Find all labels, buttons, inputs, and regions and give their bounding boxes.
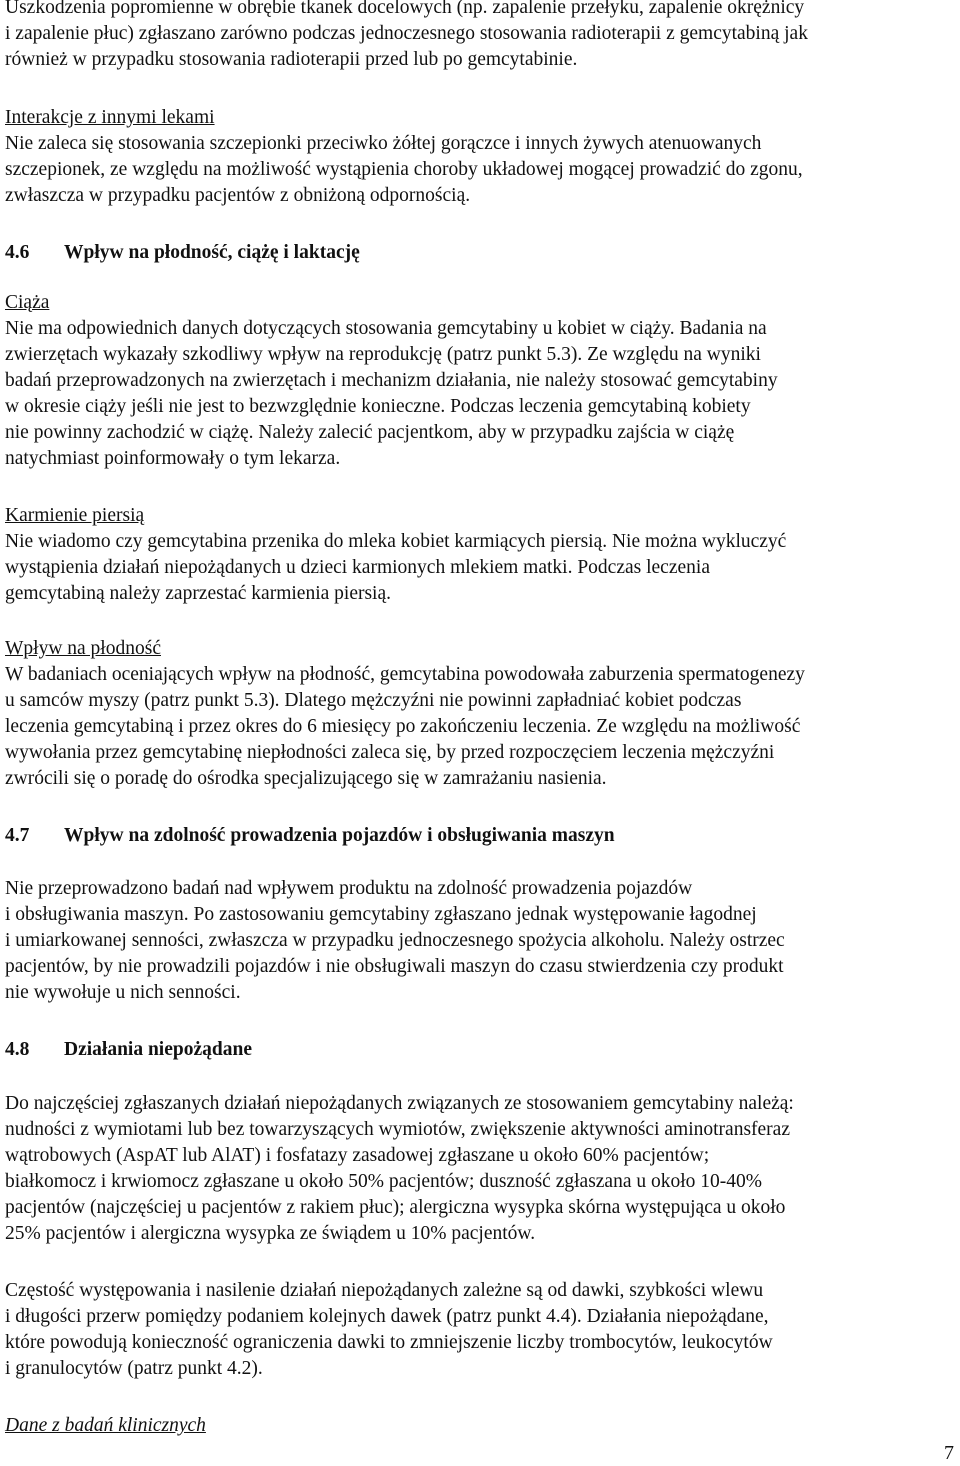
adverse-p1-line-2: nudności z wymiotami lub bez towarzyszących wymiotów, zwiększenie aktywności aminotransferaz	[5, 1119, 790, 1140]
pregnancy-line-4: w okresie ciąży jeśli nie jest to bezwzględnie konieczne. Podczas leczenia gemcytabiną kobiety	[5, 396, 751, 417]
adverse-p2-line-1: Częstość występowania i nasilenie działań niepożądanych zależne są od dawki, szybkości wlewu	[5, 1280, 764, 1301]
fertility-subheading: Wpływ na płodność	[5, 638, 161, 659]
pregnancy-line-5: nie powinny zachodzić w ciążę. Należy zalecić pacjentkom, aby w przypadku zajścia w ciążę	[5, 422, 735, 443]
pregnancy-line-2: zwierzętach wykazały szkodliwy wpływ na reprodukcję (patrz punkt 5.3). Ze względu na wyniki	[5, 344, 761, 365]
interactions-subheading: Interakcje z innymi lekami	[5, 107, 215, 128]
adverse-p1-line-1: Do najczęściej zgłaszanych działań niepożądanych związanych ze stosowaniem gemcytabiny należą:	[5, 1093, 794, 1114]
clinical-data-subheading: Dane z badań klinicznych	[5, 1415, 206, 1436]
section-4-8-heading	[5, 1037, 252, 1063]
interactions-line-3: zwłaszcza w przypadku pacjentów z obniżoną odpornością.	[5, 185, 471, 206]
adverse-p1-line-6: 25% pacjentów i alergiczna wysypka ze świądem u 10% pacjentów.	[5, 1223, 536, 1244]
pregnancy-line-6: natychmiast poinformowały o tym lekarza.	[5, 448, 341, 469]
fertility-line-4: wywołania przez gemcytabinę niepłodności zaleca się, by przed rozpoczęciem leczenia mężczyźni	[5, 742, 775, 763]
section-4-7-heading	[5, 823, 615, 849]
driving-line-4: pacjentów, by nie prowadzili pojazdów i nie obsługiwali maszyn do czasu stwierdzenia czy produkt	[5, 956, 784, 977]
pregnancy-subheading: Ciąża	[5, 292, 50, 313]
breastfeeding-line-2: wystąpienia działań niepożądanych u dzieci karmionych mlekiem matki. Podczas leczenia	[5, 557, 710, 578]
fertility-line-1: W badaniach oceniających wpływ na płodność, gemcytabina powodowała zaburzenia spermatogenezy	[5, 664, 805, 685]
breastfeeding-line-1: Nie wiadomo czy gemcytabina przenika do mleka kobiet karmiących piersią. Nie można wykluczyć	[5, 531, 787, 552]
pregnancy-line-3: badań przeprowadzonych na zwierzętach i mechanizm działania, nie należy stosować gemcytabiny	[5, 370, 778, 391]
fertility-line-3: leczenia gemcytabiną i przez okres do 6 miesięcy po zakończeniu leczenia. Ze względu na możliwość	[5, 716, 801, 737]
interactions-line-2: szczepionek, ze względu na możliwość wystąpienia choroby układowej mogącej prowadzić do zgonu,	[5, 159, 803, 180]
fertility-line-2: u samców myszy (patrz punkt 5.3). Dlatego mężczyźni nie powinni zapładniać kobiet podczas	[5, 690, 742, 711]
section-4-8-number: 4.8	[5, 1039, 30, 1060]
section-4-6-title: Wpływ na płodność, ciążę i laktację	[64, 242, 360, 263]
driving-line-2: i obsługiwania maszyn. Po zastosowaniu gemcytabiny zgłaszano jednak występowanie łagodnej	[5, 904, 757, 925]
section-4-6-number: 4.6	[5, 242, 30, 263]
continuation-line-3: również w przypadku stosowania radioterapii przed lub po gemcytabinie.	[5, 49, 578, 70]
page-number: 7	[944, 1442, 954, 1464]
section-4-6-heading	[5, 240, 360, 266]
pregnancy-line-1: Nie ma odpowiednich danych dotyczących stosowania gemcytabiny u kobiet w ciąży. Badania na	[5, 318, 767, 339]
adverse-p1-line-3: wątrobowych (AspAT lub AlAT) i fosfatazy zasadowej zgłaszane u około 60% pacjentów;	[5, 1145, 710, 1166]
section-4-7-number: 4.7	[5, 825, 30, 846]
adverse-p1-line-4: białkomocz i krwiomocz zgłaszane u około 50% pacjentów; duszność zgłaszana u około 10-40%	[5, 1171, 763, 1192]
adverse-p2-line-3: które powodują konieczność ograniczenia dawki to zmniejszenie liczby trombocytów, leukocytów	[5, 1332, 773, 1353]
breastfeeding-line-3: gemcytabiną należy zaprzestać karmienia piersią.	[5, 583, 392, 604]
section-4-8-title: Działania niepożądane	[64, 1039, 252, 1060]
section-4-7-title: Wpływ na zdolność prowadzenia pojazdów i obsługiwania maszyn	[64, 825, 615, 846]
driving-line-3: i umiarkowanej senności, zwłaszcza w przypadku jednoczesnego spożycia alkoholu. Należy ostrzec	[5, 930, 785, 951]
interactions-line-1: Nie zaleca się stosowania szczepionki przeciwko żółtej gorączce i innych żywych atenuowanych	[5, 133, 762, 154]
driving-line-5: nie wywołuje u nich senności.	[5, 982, 241, 1003]
continuation-line-1: Uszkodzenia popromienne w obrębie tkanek docelowych (np. zapalenie przełyku, zapalenie okrężnicy	[5, 0, 805, 18]
driving-line-1: Nie przeprowadzono badań nad wpływem produktu na zdolność prowadzenia pojazdów	[5, 878, 693, 899]
continuation-line-2: i zapalenie płuc) zgłaszano zarówno podczas jednoczesnego stosowania radioterapii z gemcytabiną jak	[5, 23, 808, 44]
fertility-line-5: zwrócili się o poradę do ośrodka specjalizującego się w zamrażaniu nasienia.	[5, 768, 607, 789]
breastfeeding-subheading: Karmienie piersią	[5, 505, 145, 526]
adverse-p2-line-4: i granulocytów (patrz punkt 4.2).	[5, 1358, 263, 1379]
adverse-p1-line-5: pacjentów (najczęściej u pacjentów z rakiem płuc); alergiczna wysypka skórna występująca u około	[5, 1197, 786, 1218]
adverse-p2-line-2: i długości przerw pomiędzy podaniem kolejnych dawek (patrz punkt 4.4). Działania niepożądane,	[5, 1306, 769, 1327]
